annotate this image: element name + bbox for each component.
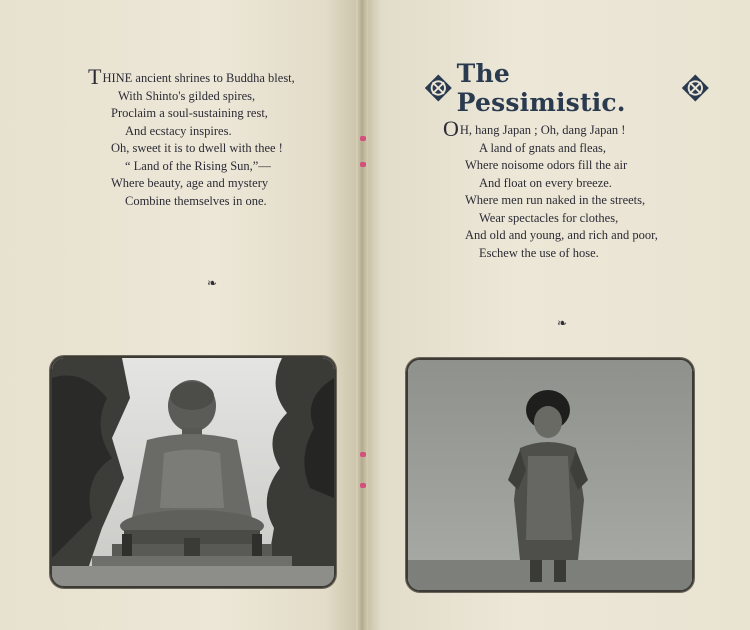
binding-thread: [360, 162, 366, 167]
binding-thread: [360, 136, 366, 141]
poem-line: [443, 116, 658, 141]
binding-thread: [360, 452, 366, 457]
buddha-image: [52, 358, 334, 586]
poem-line-text: HINE ancient shrines to Buddha blest,: [102, 71, 295, 85]
poem-line: “ Land of the Rising Sun,”—: [125, 158, 271, 173]
poem-line: Proclaim a soul-sustaining rest,: [111, 106, 268, 120]
poem-line: [88, 64, 295, 89]
binding-thread: [360, 483, 366, 488]
fleuron-ornament: ❧: [206, 276, 218, 290]
poem-line: Eschew the use of hose.: [479, 245, 599, 260]
poem-line: Oh, sweet it is to dwell with thee !: [111, 141, 283, 155]
poem-line: Wear spectacles for clothes,: [479, 210, 619, 225]
drop-cap: O: [443, 116, 459, 141]
fleuron-ornament: ❧: [556, 316, 568, 330]
crest-ornament-icon: [424, 73, 453, 103]
poem-title: [424, 59, 710, 117]
child-photo: [406, 358, 694, 592]
buddha-photo: [50, 356, 336, 588]
child-image: [408, 360, 692, 590]
right-poem: [443, 116, 658, 262]
poem-line: With Shinto's gilded spires,: [118, 88, 256, 103]
book-gutter: [356, 0, 368, 630]
poem-line: Where men run naked in the streets,: [465, 193, 646, 207]
title-text: The Pessimistic.: [456, 59, 626, 117]
poem-line: And old and young, and rich and poor,: [465, 228, 658, 242]
poem-line: A land of gnats and fleas,: [479, 140, 607, 155]
crest-ornament-icon: [681, 73, 710, 103]
poem-line: And ecstacy inspires.: [125, 123, 232, 138]
poem-line: Combine themselves in one.: [125, 193, 267, 208]
poem-line-text: H, hang Japan ; Oh, dang Japan !: [459, 123, 626, 137]
drop-cap: T: [88, 64, 102, 89]
poem-line: Where noisome odors fill the air: [465, 158, 628, 172]
poem-line: And float on every breeze.: [479, 175, 612, 190]
left-poem: [88, 64, 295, 210]
poem-line: Where beauty, age and mystery: [111, 176, 269, 190]
